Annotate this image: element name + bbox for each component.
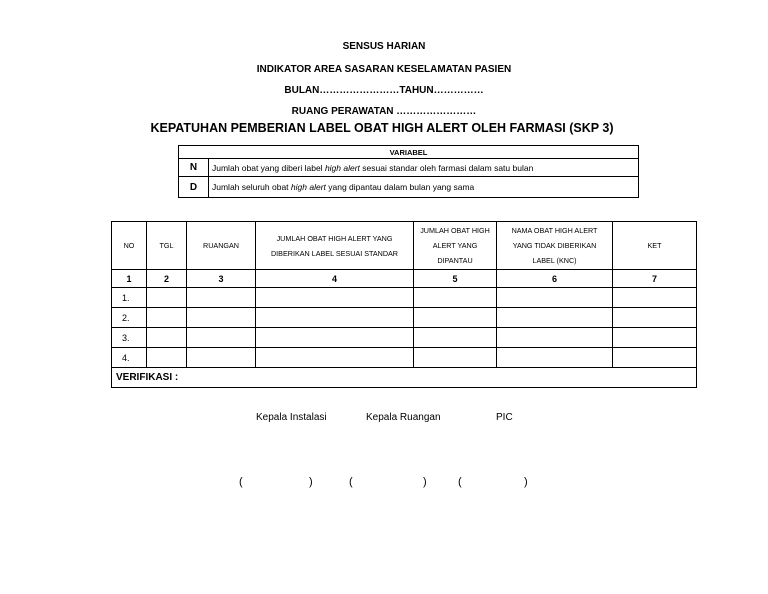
signature-label-pic: PIC [496, 412, 513, 423]
column-number: 3 [187, 270, 256, 288]
variable-description: Jumlah obat yang diberi label high alert sesuai standar oleh farmasi dalam satu bulan [209, 159, 639, 177]
verification-label: VERIFIKASI : [112, 368, 697, 388]
table-cell[interactable] [256, 308, 414, 328]
table-cell[interactable] [497, 328, 613, 348]
table-row [112, 328, 697, 348]
header-line-4: RUANG PERAWATAN …………………… [291, 106, 477, 117]
signature-label-kepala-ruangan: Kepala Ruangan [366, 412, 441, 423]
column-header-tgl: TGL [147, 222, 187, 270]
table-cell[interactable] [187, 288, 256, 308]
table-cell[interactable] [187, 328, 256, 348]
column-header-no: NO [112, 222, 147, 270]
table-cell[interactable] [147, 328, 187, 348]
table-cell[interactable] [187, 308, 256, 328]
table-cell[interactable] [613, 288, 697, 308]
table-cell[interactable] [147, 288, 187, 308]
verification-row [112, 368, 697, 388]
monitoring-table [111, 221, 697, 388]
table-cell[interactable] [497, 288, 613, 308]
column-number: 4 [256, 270, 414, 288]
signature-label-kepala-instalasi: Kepala Instalasi [256, 412, 327, 423]
table-row [112, 348, 697, 368]
column-header-jumlah-diberi-label: JUMLAH OBAT HIGH ALERT YANG DIBERIKAN LABEL SESUAI STANDAR [256, 222, 414, 270]
column-header-ket: KET [613, 222, 697, 270]
variable-row [179, 177, 639, 198]
signature-close-paren: ) [524, 476, 528, 488]
table-header-row [112, 222, 697, 270]
header-line-3: BULAN……………………TAHUN…………… [284, 85, 484, 96]
signature-open-paren: ( [349, 476, 353, 488]
table-cell[interactable] [414, 288, 497, 308]
variable-heading: VARIABEL [179, 146, 639, 159]
table-cell[interactable] [613, 308, 697, 328]
signature-close-paren: ) [423, 476, 427, 488]
table-cell[interactable] [414, 308, 497, 328]
column-number: 6 [497, 270, 613, 288]
column-header-jumlah-dipantau: JUMLAH OBAT HIGH ALERT YANG DIPANTAU [414, 222, 497, 270]
row-number: 3. [112, 328, 147, 348]
variable-code: N [179, 159, 209, 177]
table-cell[interactable] [256, 328, 414, 348]
column-header-nama-obat: NAMA OBAT HIGH ALERT YANG TIDAK DIBERIKAN LABEL (KNC) [497, 222, 613, 270]
table-row [112, 308, 697, 328]
variable-row [179, 159, 639, 177]
column-number: 7 [613, 270, 697, 288]
column-number: 2 [147, 270, 187, 288]
signature-close-paren: ) [309, 476, 313, 488]
header-line-1: SENSUS HARIAN [342, 41, 426, 52]
document-title: KEPATUHAN PEMBERIAN LABEL OBAT HIGH ALERT OLEH FARMASI (SKP 3) [150, 121, 614, 135]
table-cell[interactable] [187, 348, 256, 368]
column-number: 1 [112, 270, 147, 288]
table-cell[interactable] [256, 348, 414, 368]
column-header-ruangan: RUANGAN [187, 222, 256, 270]
table-cell[interactable] [613, 328, 697, 348]
column-number-row [112, 270, 697, 288]
row-number: 4. [112, 348, 147, 368]
table-cell[interactable] [497, 348, 613, 368]
variable-table [178, 145, 639, 198]
signature-open-paren: ( [458, 476, 462, 488]
variable-code: D [179, 177, 209, 198]
header-line-2: INDIKATOR AREA SASARAN KESELAMATAN PASIEN [256, 64, 512, 75]
table-cell[interactable] [613, 348, 697, 368]
variable-description: Jumlah seluruh obat high alert yang dipantau dalam bulan yang sama [209, 177, 639, 198]
table-cell[interactable] [147, 308, 187, 328]
row-number: 1. [112, 288, 147, 308]
table-cell[interactable] [414, 328, 497, 348]
table-row [112, 288, 697, 308]
table-cell[interactable] [414, 348, 497, 368]
table-cell[interactable] [147, 348, 187, 368]
row-number: 2. [112, 308, 147, 328]
signature-open-paren: ( [239, 476, 243, 488]
column-number: 5 [414, 270, 497, 288]
table-cell[interactable] [256, 288, 414, 308]
table-cell[interactable] [497, 308, 613, 328]
